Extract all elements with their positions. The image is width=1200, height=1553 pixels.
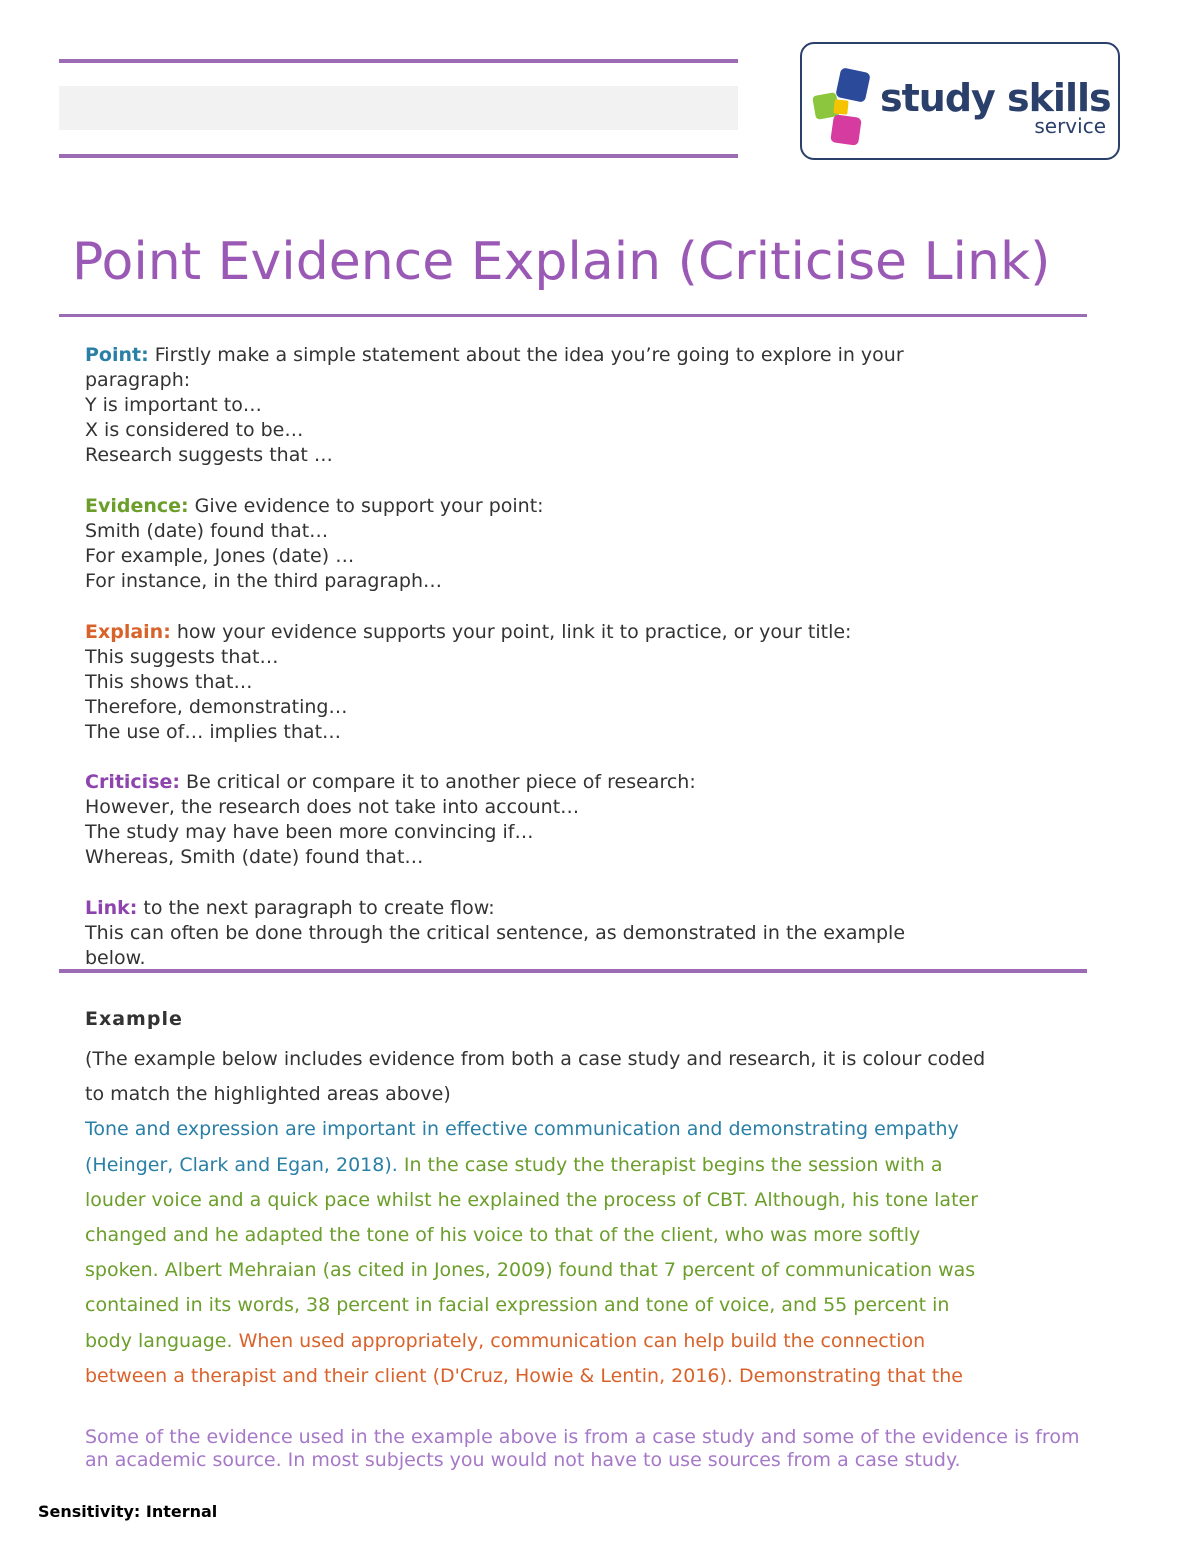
evidence-example: Smith (date) found that…	[85, 520, 329, 542]
explain-example: The use of… implies that…	[85, 721, 342, 743]
example-evidence-text: body language.	[85, 1329, 233, 1352]
section-link	[85, 896, 905, 971]
criticise-example: The study may have been more convincing if…	[85, 821, 534, 843]
logo-squares-icon	[810, 66, 876, 148]
case-study-note	[85, 1426, 1079, 1472]
explain-example: This shows that…	[85, 671, 253, 693]
section-criticise	[85, 770, 696, 870]
explain-description: how your evidence supports your point, link it to practice, or your title:	[170, 621, 852, 643]
example-point-text: (Heinger, Clark and Egan, 2018).	[85, 1153, 398, 1176]
point-example: X is considered to be…	[85, 419, 304, 441]
header-top-rule	[59, 59, 738, 63]
point-description-cont: paragraph:	[85, 369, 191, 391]
example-explain-text: When used appropriately, communication can help build the connection	[232, 1329, 926, 1352]
criticise-keyword: Criticise:	[85, 771, 180, 793]
evidence-example: For example, Jones (date) …	[85, 545, 355, 567]
example-intro: to match the highlighted areas above)	[85, 1083, 451, 1106]
page-title: Point Evidence Explain (Criticise Link)	[72, 232, 1051, 292]
section-evidence	[85, 494, 544, 594]
criticise-example: However, the research does not take into account…	[85, 796, 580, 818]
evidence-description: Give evidence to support your point:	[188, 495, 544, 517]
logo-text-main: study skills	[880, 76, 1111, 120]
criticise-example: Whereas, Smith (date) found that…	[85, 846, 424, 868]
section-explain	[85, 620, 851, 745]
example-evidence-text: contained in its words, 38 percent in facial expression and tone of voice, and 55 percent in	[85, 1294, 950, 1317]
example-explain-text: between a therapist and their client (D'Cruz, Howie & Lentin, 2016). Demonstrating that the	[85, 1364, 963, 1387]
section-point	[85, 343, 904, 468]
note-line: Some of the evidence used in the example above is from a case study and some of the evidence is from	[85, 1426, 1080, 1448]
note-line: an academic source. In most subjects you would not have to use sources from a case study.	[85, 1449, 961, 1471]
link-example: This can often be done through the critical sentence, as demonstrated in the example	[85, 922, 906, 944]
example-point-text: Tone and expression are important in effective communication and demonstrating empathy	[85, 1118, 959, 1141]
example-evidence-text: changed and he adapted the tone of his voice to that of the client, who was more softly	[85, 1224, 921, 1247]
example-paragraph	[85, 1042, 1115, 1394]
header-grey-band	[59, 86, 738, 130]
point-keyword: Point:	[85, 344, 149, 366]
sensitivity-label: Sensitivity: Internal	[38, 1502, 218, 1521]
criticise-description: Be critical or compare it to another piece of research:	[180, 771, 696, 793]
example-evidence-text: louder voice and a quick pace whilst he explained the process of CBT. Although, his tone later	[85, 1188, 979, 1211]
sections-bottom-rule	[59, 969, 1087, 973]
explain-example: This suggests that…	[85, 646, 279, 668]
example-intro: (The example below includes evidence from both a case study and research, it is colour coded	[85, 1048, 986, 1070]
explain-example: Therefore, demonstrating…	[85, 696, 348, 718]
link-example: below.	[85, 947, 146, 969]
header-bottom-rule	[59, 154, 738, 158]
example-evidence-text: In the case study the therapist begins the session with a	[397, 1153, 943, 1176]
point-example: Y is important to…	[85, 394, 262, 416]
study-skills-logo	[800, 42, 1120, 160]
link-keyword: Link:	[85, 897, 138, 919]
point-example: Research suggests that …	[85, 444, 333, 466]
evidence-keyword: Evidence:	[85, 495, 189, 517]
evidence-example: For instance, in the third paragraph…	[85, 570, 443, 592]
logo-text-sub: service	[1034, 114, 1106, 138]
title-rule	[59, 314, 1087, 317]
point-description: Firstly make a simple statement about the idea you’re going to explore in your	[148, 344, 904, 366]
link-description: to the next paragraph to create flow:	[137, 897, 495, 919]
example-evidence-text: spoken. Albert Mehraian (as cited in Jones, 2009) found that 7 percent of communication was	[85, 1259, 976, 1282]
explain-keyword: Explain:	[85, 621, 171, 643]
example-heading: Example	[85, 1008, 183, 1030]
